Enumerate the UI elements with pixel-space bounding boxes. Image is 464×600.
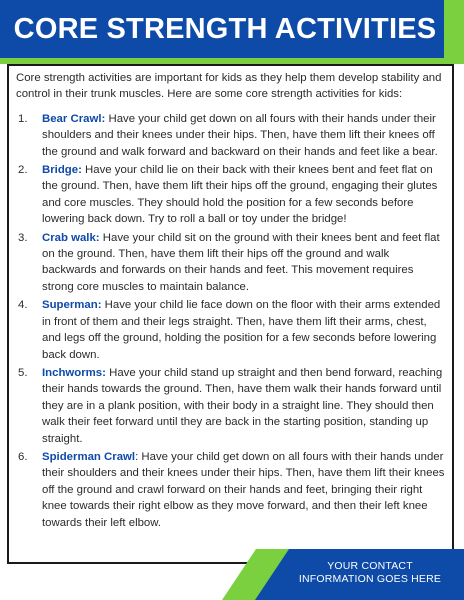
contact-info (290, 560, 450, 586)
list-item (16, 162, 446, 228)
page-title: CORE STRENGTH ACTIVITIES (13, 12, 437, 45)
list-item-number: 5. (18, 366, 28, 379)
list-item-number: 2. (18, 164, 28, 177)
list-item-number: 6. (18, 450, 28, 463)
activity-name: Bridge: (42, 164, 82, 177)
document-body (16, 70, 446, 533)
list-item-body (42, 297, 446, 363)
header-banner (0, 0, 444, 58)
contact-line-1: YOUR CONTACT (327, 560, 413, 572)
intro-paragraph: Core strength activities are important for kids as they help them develop stability and control in their trunk muscles. Here are some core strength activities for kids: (16, 72, 442, 101)
list-item (16, 365, 446, 447)
list-item-body (42, 162, 446, 228)
activity-list (16, 111, 446, 531)
contact-line-2: INFORMATION GOES HERE (298, 573, 442, 585)
list-item-number: 3. (18, 231, 28, 244)
activity-description: Have your child get down on all fours with their hands under their shoulders and their knees under their hips. Then, have them lift their knees off the ground and walk forward and backward on their hands and feet like a bear. (42, 112, 438, 158)
list-item-body (42, 111, 446, 160)
activity-name: Inchworms: (42, 366, 106, 379)
activity-name: Spiderman Crawl (42, 450, 136, 463)
list-item-number: 1. (18, 112, 28, 125)
activity-description: Have your child lie face down on the floor with their arms extended in front of them and their legs straight. Then, have them lift their arms, chest, and legs off the ground, holding the position for a few seconds before lowering back down. (42, 299, 441, 361)
activity-description: Have your child sit on the ground with their knees bent and feet flat on the ground. Then, have them lift their hips off the ground and walk backwards and forwards on their hands and feet. This movement requires strong core muscles to maintain balance. (42, 231, 440, 293)
activity-name: Bear Crawl: (42, 112, 106, 125)
activity-description: Have your child lie on their back with their knees bent and feet flat on the ground. Then, have them lift their hips off the ground, engaging their glutes and core muscles. They should hold the position for a few seconds before lowering back down. Try to roll a ball or toy under the bridge! (42, 164, 438, 226)
list-item-body (42, 365, 446, 447)
list-item-number: 4. (18, 299, 28, 312)
list-item (16, 111, 446, 160)
activity-description: Have your child stand up straight and then bend forward, reaching their hands towards the ground. Then, have them walk their hands forward until they are in a plank position, with their body in a straight line. They should then walk their feet forward until they are back in the starting position, standing up straight. (42, 366, 443, 445)
list-item (16, 230, 446, 296)
activity-description: : Have your child get down on all fours with their hands under their shoulders and their knees under their hips. Then, have them lift their knees off the ground and crawl forward on their hands and feet, bringing their right knee towards their right elbow as they move forward, and then their left knee towards their left elbow. (42, 450, 445, 529)
list-item-body (42, 449, 446, 531)
list-item (16, 297, 446, 363)
list-item (16, 449, 446, 531)
activity-name: Superman: (42, 299, 102, 312)
activity-name: Crab walk: (42, 231, 100, 244)
list-item-body (42, 230, 446, 296)
